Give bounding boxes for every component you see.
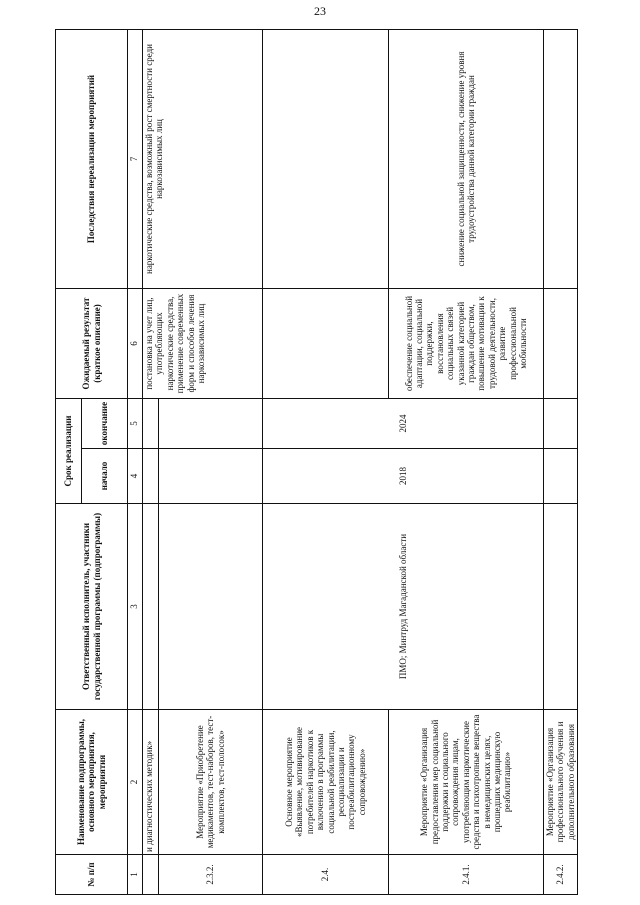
row-name: Мероприятие «Организация профессионального обучения и дополнительного образования (544, 710, 578, 855)
header-result: Ожидаемый результат (краткое описание) (56, 289, 128, 399)
row-result (263, 289, 389, 399)
column-number: 7 (128, 30, 143, 289)
header-executor: Ответственный исполнитель, участники государственной программы (подпрограммы) (56, 504, 128, 710)
header-name: Наименование подпрограммы, основного мероприятия, мероприятия (56, 710, 128, 855)
row-result (544, 289, 578, 399)
column-number: 6 (128, 289, 143, 399)
header-start: начало (82, 449, 128, 504)
row-num (143, 855, 159, 895)
row-end: 2024 (263, 399, 544, 449)
row-result: обеспечение социальной адаптации, социальной поддержки, восстановления социальных связей указанной категорией граждан обществом, повышение мотивации к трудовой деятельности, развитие профессиональной мобильности (389, 289, 544, 399)
table-header-row (56, 30, 82, 895)
row-consequences (263, 30, 389, 289)
row-num: 2.4.1. (389, 855, 544, 895)
row-num: 2.3.2. (159, 855, 263, 895)
row-consequences: наркотические средства, возможный рост смертности среди наркозависимых лиц (143, 30, 263, 289)
row-start (159, 449, 263, 504)
row-executor (143, 504, 159, 710)
column-number-row (128, 30, 143, 895)
row-consequences: снижение социальной защищенности, снижение уровня трудоустройства данной категории граждан (389, 30, 544, 289)
header-end: окончание (82, 399, 128, 449)
column-number: 5 (128, 399, 143, 449)
row-num: 2.4.2. (544, 855, 578, 895)
row-result: постановка на учет лиц, употребляющих наркотические средства, применение современных форм и способов лечения наркозависимых лиц (143, 289, 263, 399)
row-consequences (544, 30, 578, 289)
rotated-table-container (55, 30, 576, 895)
column-number: 4 (128, 449, 143, 504)
row-end (143, 399, 159, 449)
header-period: Срок реализации (56, 399, 82, 504)
row-start (544, 449, 578, 504)
column-number: 1 (128, 855, 143, 895)
row-name: Мероприятие «Приобретение медикаментов, тест-наборов, тест-комплектов, тест-полосок» (159, 710, 263, 855)
table-row (263, 30, 389, 895)
row-name: Основное мероприятие «Выявление, мотивирование потребителей наркотиков к включению в программы социальной реабилитации, ресоциализации и постреабилитационному сопровождению» (263, 710, 389, 855)
row-end (159, 399, 263, 449)
page-number: 23 (314, 4, 326, 18)
row-start: 2018 (263, 449, 544, 504)
row-end (544, 399, 578, 449)
header-num: № п/п (56, 855, 128, 895)
row-executor: ПМО; Минтруд Магаданской области (263, 504, 544, 710)
program-activities-table (55, 29, 578, 895)
row-name: и диагностических методик» (143, 710, 159, 855)
row-executor (544, 504, 578, 710)
row-executor (159, 504, 263, 710)
row-name: Мероприятие «Организация предоставления мер социальной поддержки и социального сопровождения лицам, употребляющим наркотические средства и психотропные вещества в немедицинских целях, прошедших медицинскую реабилитацию» (389, 710, 544, 855)
column-number: 3 (128, 504, 143, 710)
header-consequences: Последствия нереализации мероприятий (56, 30, 128, 289)
row-start (143, 449, 159, 504)
table-row (143, 30, 159, 895)
column-number: 2 (128, 710, 143, 855)
table-row (544, 30, 578, 895)
row-num: 2.4. (263, 855, 389, 895)
